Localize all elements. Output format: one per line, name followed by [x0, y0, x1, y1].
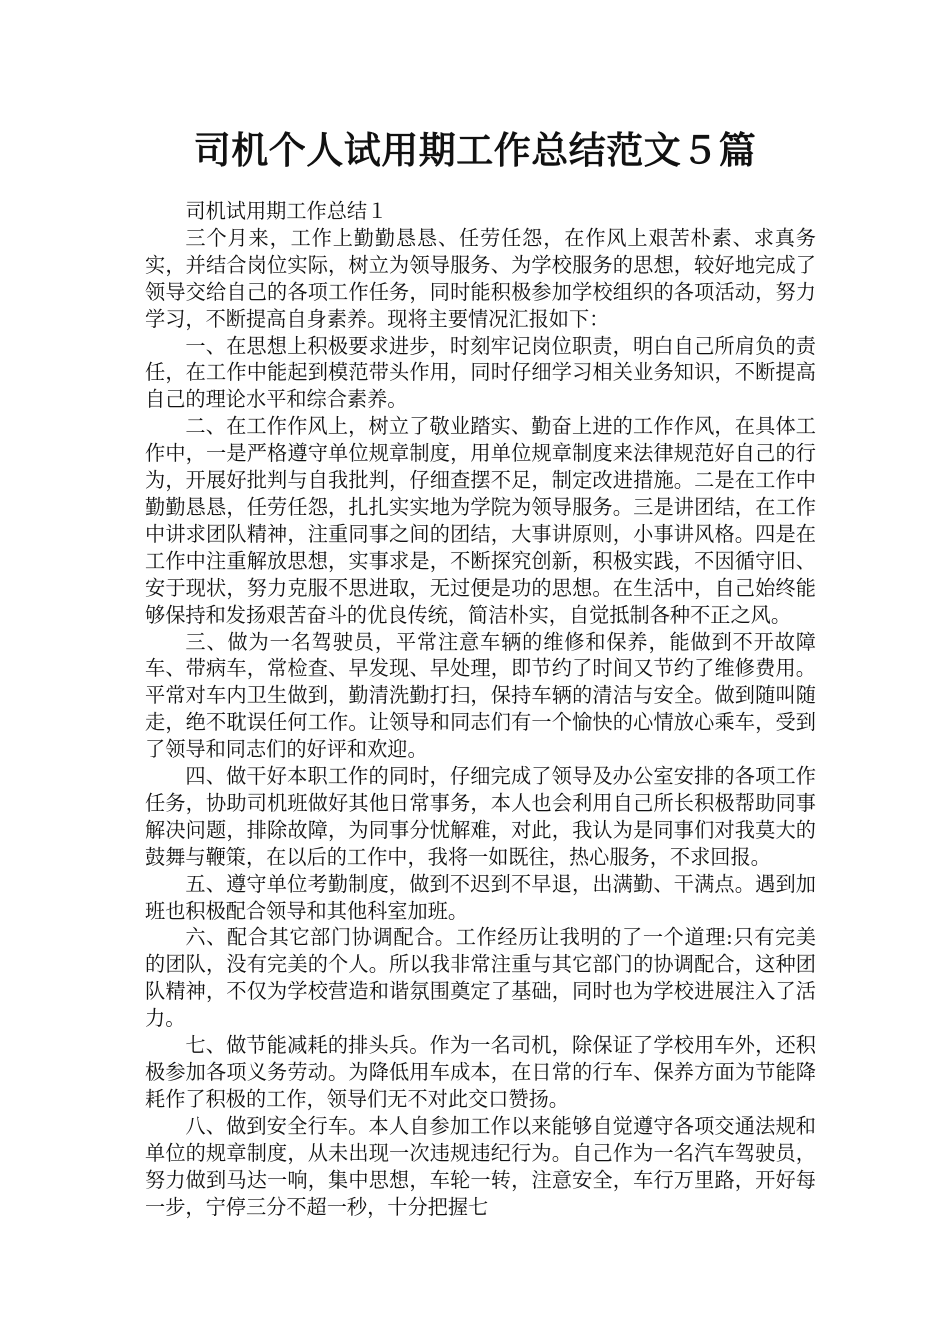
paragraph-4: 四、做干好本职工作的同时，仔细完成了领导及办公室安排的各项工作任务，协助司机班做好其他日常事务，本人也会利用自己所长积极帮助同事解决问题，排除故障，为同事分忧解难，对此，我认为是同事们对我莫大的鼓舞与鞭策，在以后的工作中，我将一如既往，热心服务，不求回报。	[145, 764, 816, 869]
document-title: 司机个人试用期工作总结范文５篇	[193, 129, 757, 172]
paragraph-intro: 三个月来，工作上勤勤恳恳、任劳任怨，在作风上艰苦朴素、求真务实，并结合岗位实际，树立为领导服务、为学校服务的思想，较好地完成了领导交给自己的各项工作任务，同时能积极参加学校组织的各项活动，努力学习，不断提高自身素养。现将主要情况汇报如下：	[145, 225, 816, 331]
paragraph-5: 五、遵守单位考勤制度，做到不迟到不早退，出满勤、干满点。遇到加班也积极配合领导和其他科室加班。	[145, 871, 816, 923]
paragraph-6: 六、配合其它部门协调配合。工作经历让我明的了一个道理:只有完美的团队，没有完美的个人。所以我非常注重与其它部门的协调配合，这种团队精神，不仅为学校营造和谐氛围奠定了基础，同时也为学校进展注入了活力。	[145, 925, 816, 1031]
paragraph-7: 七、做节能减耗的排头兵。作为一名司机，除保证了学校用车外，还积极参加各项义务劳动。为降低用车成本，在日常的行车、保养方面为节能降耗作了积极的工作，领导们无不对此交口赞扬。	[145, 1033, 816, 1111]
document-body	[145, 198, 816, 1220]
section-heading: 司机试用期工作总结１	[185, 199, 388, 223]
paragraph-3: 三、做为一名驾驶员，平常注意车辆的维修和保养，能做到不开故障车、带病车，常检查、早发现、早处理，即节约了时间又节约了维修费用。平常对车内卫生做到，勤清洗勤打扫，保持车辆的清洁与安全。做到随叫随走，绝不耽误任何工作。让领导和同志们有一个愉快的心情放心乘车，受到了领导和同志们的好评和欢迎。	[145, 629, 816, 762]
paragraph-1: 一、在思想上积极要求进步，时刻牢记岗位职责，明白自己所肩负的责任，在工作中能起到模范带头作用，同时仔细学习相关业务知识，不断提高自己的理论水平和综合素养。	[145, 333, 816, 412]
paragraph-8: 八、做到安全行车。本人自参加工作以来能够自觉遵守各项交通法规和单位的规章制度，从未出现一次违规违纪行为。自己作为一名汽车驾驶员，努力做到马达一响，集中思想，车轮一转，注意安全，车行万里路，开好每一步，宁停三分不超一秒，十分把握七	[145, 1113, 816, 1219]
paragraph-2: 二、在工作作风上，树立了敬业踏实、勤奋上进的工作作风，在具体工作中，一是严格遵守单位规章制度，用单位规章制度来法律规范好自己的行为，开展好批判与自我批判，仔细查摆不足，制定改进措施。二是在工作中勤勤恳恳，任劳任怨，扎扎实实地为学院为领导服务。三是讲团结，在工作中讲求团队精神，注重同事之间的团结，大事讲原则，小事讲风格。四是在工作中注重解放思想，实事求是，不断探究创新，积极实践，不因循守旧、安于现状，努力克服不思进取，无过便是功的思想。在生活中，自己始终能够保持和发扬艰苦奋斗的优良传统，简洁朴实，自觉抵制各种不正之风。	[145, 414, 816, 627]
